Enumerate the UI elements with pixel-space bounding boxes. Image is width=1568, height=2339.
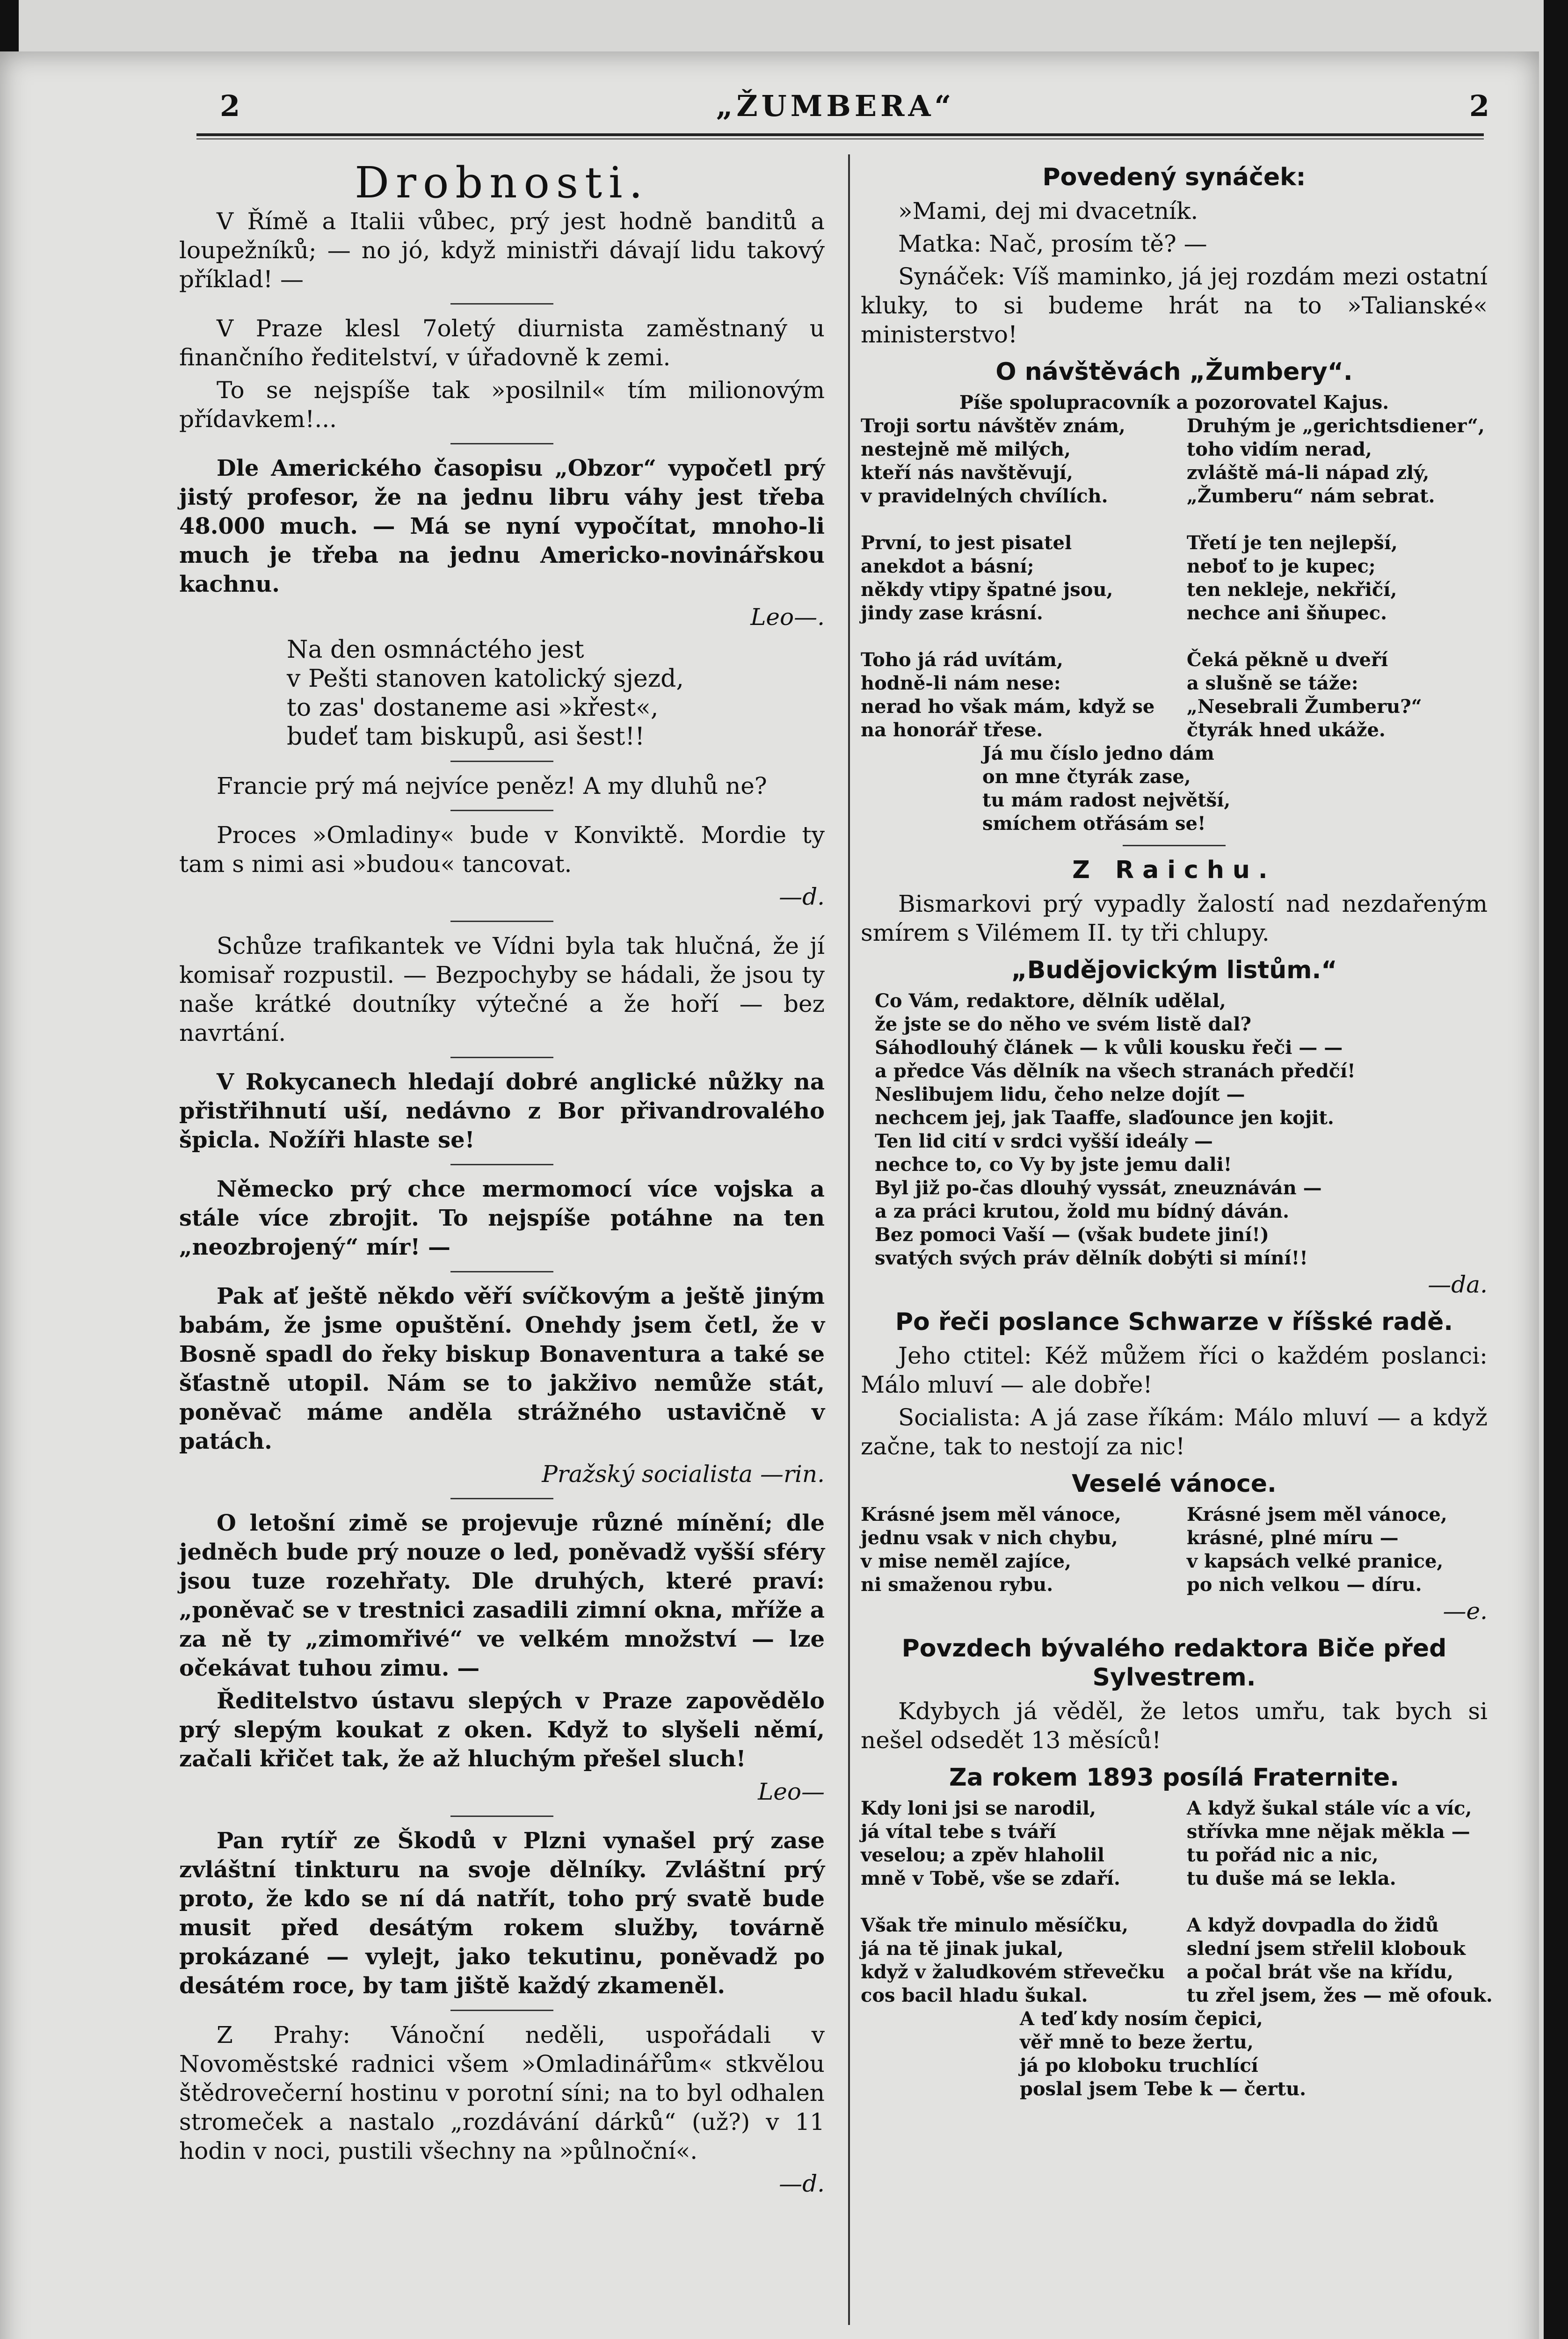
poem-line: toho vidím nerad,: [1186, 438, 1372, 460]
verse-line: budeť tam biskupů, asi šest!!: [287, 723, 645, 751]
poem-line: a za práci krutou, žold mu bídný dáván.: [875, 1200, 1290, 1222]
poem-line: Sáhodlouhý článek — k vůli kousku řeči — —: [875, 1037, 1343, 1059]
poem-right: [1187, 1503, 1488, 1597]
poem-line: Já mu číslo jedno dám: [982, 742, 1214, 764]
item-signature: —d.: [779, 883, 825, 910]
poem-line: „Nesebrali Žumberu?“: [1186, 696, 1422, 718]
poem-line: tu mám radost největší,: [982, 789, 1231, 811]
verse: [287, 635, 825, 751]
poem-line: tu duše má se lekla.: [1186, 1867, 1396, 1889]
poem-line: věř mně to beze žertu,: [1020, 2031, 1254, 2053]
separator: [450, 1164, 553, 1165]
item-signature: Leo—.: [750, 603, 825, 631]
item-text: V Praze klesl 7oletý diurnista zaměstnaný u finančního ředitelství, v úřadovně k zemi.: [179, 315, 825, 371]
section-title: Povzdech bývalého redaktora Biče před Sylvestrem.: [901, 1634, 1447, 1692]
masthead-title: „ŽUMBERA“: [716, 89, 955, 123]
poem-line: Ten lid cití v srdci vyšší ideály —: [875, 1130, 1213, 1152]
verse-line: to zas' dostaneme asi »křest«,: [287, 694, 659, 722]
item-signature: —da.: [1428, 1271, 1488, 1298]
poem-end: [982, 742, 1488, 835]
poem-line: když v žaludkovém střevečku: [861, 1961, 1165, 1983]
separator: [450, 1057, 553, 1058]
poem-line: [1187, 1890, 1488, 1914]
item-text: Synáček: Víš maminko, já jej rozdám mezi ostatní kluky, to si budeme hrát na to »Talianské« ministerstvo!: [861, 263, 1488, 348]
poem-line: veselou; a zpěv hlaholil: [861, 1844, 1104, 1866]
poem-line: [1187, 625, 1488, 648]
poem-left: [861, 414, 1161, 742]
item-signature: Pražský socialista —rin.: [542, 1460, 825, 1488]
right-column: [861, 154, 1493, 2101]
poem-line: a předce Vás dělník na všech stranách předčí!: [875, 1060, 1356, 1082]
poem-line: nestejně mě milých,: [861, 438, 1071, 460]
poem-line: slední jsem střelil klobouk: [1186, 1938, 1466, 1960]
section-title: „Budějovickým listům.“: [1011, 956, 1337, 984]
poem-line: na honorář třese.: [861, 719, 1043, 741]
separator: [450, 921, 553, 922]
page-header: [178, 89, 1493, 126]
poem-line: a slušně se táže:: [1186, 672, 1358, 694]
poem-line: [1187, 508, 1488, 531]
poem-line: nechce to, co Vy by jste jemu dali!: [875, 1154, 1232, 1176]
item-text: Dle Amerického časopisu „Obzor“ vypočetl prý jistý profesor, že na jednu libru váhy jest třeba 48.000 much. — Má se nyní vypočítat, mnoho-li much je třeba na jednu Americko-novinářskou kachnu.: [179, 455, 825, 597]
poem-line: čtyrák hned ukáže.: [1186, 719, 1386, 741]
separator: [450, 1271, 553, 1272]
item-text: Proces »Omladiny« bude v Konviktě. Mordie ty tam s nimi asi »budou« tancovat.: [179, 821, 825, 878]
separator: [450, 1816, 553, 1817]
poem-line: tu zřel jsem, žes — mě ofouk.: [1186, 1984, 1493, 2006]
poem-columns: [861, 1503, 1488, 1597]
item-signature: —e.: [1443, 1598, 1488, 1625]
poem-line: „Žumberu“ nám sebrat.: [1186, 485, 1435, 507]
section-title: Po řeči poslance Schwarze v říšské radě.: [895, 1308, 1453, 1336]
separator: [450, 2010, 553, 2011]
poem-line: že jste se do něho ve svém listě dal?: [875, 1013, 1251, 1035]
item-text: Socialista: A já zase říkám: Málo mluví — a když začne, tak to nestojí za nic!: [861, 1404, 1488, 1460]
poem-line: A když šukal stále víc a víc,: [1186, 1797, 1472, 1819]
page-number-left: 2: [220, 89, 244, 123]
poem-left: [861, 1503, 1161, 1597]
poem-line: střívka mne nějak měkla —: [1186, 1821, 1470, 1843]
section-title: O návštěvách „Žumbery“.: [995, 358, 1353, 386]
poem-line: cos bacil hladu šukal.: [861, 1984, 1088, 2006]
poem-line: kteří nás navštěvují,: [861, 462, 1073, 484]
poem-line: anekdot a básní;: [861, 555, 1034, 577]
poem-line: nechcem jej, jak Taaffe, slaďounce jen kojit.: [875, 1107, 1334, 1129]
poem-left: [861, 1797, 1165, 2007]
item-text: Pan rytíř ze Škodů v Plzni vynašel prý zase zvláštní tinkturu na svoje dělníky. Zvláštní prý proto, že kdo se ní dá natřít, toho prý svatě bude musit před desátým rokem služby, továrně prokázané — vylejt, jako tekutinu, poněvadž po desátém roce, by tam jiště každý zkameněl.: [179, 1828, 825, 1999]
poem-line: zvláště má-li nápad zlý,: [1186, 462, 1430, 484]
item-signature: Leo—: [758, 1778, 825, 1805]
separator: [450, 443, 553, 444]
poem-line: Krásné jsem měl vánoce,: [1186, 1504, 1447, 1525]
left-column: [179, 154, 825, 2198]
item-text: Schůze trafikantek ve Vídni byla tak hlučná, že jí komisař rozpustil. — Bezpochyby se hádali, že jsou ty naše krátké doutníky výtečné a že hoří — bez navrtání.: [179, 932, 825, 1046]
poem-line: a počal brát vše na křídu,: [1186, 1961, 1454, 1983]
poem-line: mně v Tobě, vše se zdaří.: [861, 1867, 1120, 1889]
page-number-right: 2: [1469, 89, 1493, 123]
poem-line: krásné, plné míru —: [1186, 1527, 1399, 1549]
section-title: Z Raichu.: [1072, 856, 1276, 884]
poem-line: nerad ho však mám, když se: [861, 696, 1155, 718]
poem-line: smíchem otřásám se!: [982, 813, 1206, 835]
poem-line: ten nekleje, nekřičí,: [1186, 579, 1397, 601]
poem-columns: [861, 414, 1488, 742]
item-text: Ředitelstvo ústavu slepých v Praze zapovědělo prý slepým koukat z oken. Když to slyšeli němí, začali křičet tak, že až hluchým přešel sluch!: [179, 1688, 825, 1772]
item-text: V Římě a Italii vůbec, prý jest hodně banditů a loupežníků; — no jó, když ministři dávají lidu takový příklad! —: [179, 208, 825, 293]
separator: [450, 303, 553, 305]
section-title: Povedený synáček:: [1042, 163, 1306, 191]
item-text: Kdybych já věděl, že letos umřu, tak bych si nešel odsedět 13 měsíců!: [861, 1698, 1488, 1754]
poem-lines: [875, 989, 1488, 1270]
poem-line: Troji sortu návštěv znám,: [861, 415, 1125, 437]
poem-line: A teď kdy nosím čepici,: [1020, 2008, 1263, 2030]
poem-line: Třetí je ten nejlepší,: [1186, 532, 1398, 554]
section-subtitle: Píše spolupracovník a pozorovatel Kajus.: [959, 392, 1389, 414]
poem-end: [1020, 2007, 1488, 2101]
separator: [450, 810, 553, 811]
poem-line: nechce ani šňupec.: [1186, 602, 1387, 624]
poem-line: ni smaženou rybu.: [861, 1574, 1053, 1596]
poem-line: Kdy loni jsi se narodil,: [861, 1797, 1096, 1819]
poem-line: První, to jest pisatel: [861, 532, 1072, 554]
poem-line: on mne čtyrák zase,: [982, 766, 1191, 788]
separator: [450, 1498, 553, 1499]
poem-line: po nich velkou — díru.: [1186, 1574, 1422, 1596]
poem-right: [1187, 414, 1488, 742]
separator: [1123, 845, 1226, 846]
poem-line: já na tě jinak jukal,: [861, 1938, 1064, 1960]
header-rule-thin: [196, 138, 1484, 139]
poem-line: jindy zase krásní.: [861, 602, 1043, 624]
poem-line: [861, 625, 1161, 648]
poem-line: neboť to je kupec;: [1186, 555, 1376, 577]
item-text: Jeho ctitel: Kéž můžem říci o každém poslanci: Málo mluví — ale dobře!: [861, 1342, 1488, 1398]
item-text: Bismarkovi prý vypadly žalostí nad nezdařeným smírem s Vilémem II. ty tři chlupy.: [861, 890, 1488, 946]
item-text: Německo prý chce mermomocí více vojska a stále více zbrojit. To nejspíše potáhne na ten „neozbrojený“ mír! —: [179, 1176, 825, 1260]
poem-line: já po kloboku truchlící: [1020, 2055, 1258, 2077]
poem-line: jednu vsak v nich chybu,: [861, 1527, 1118, 1549]
header-rule: [196, 133, 1484, 136]
poem-line: Toho já rád uvítám,: [861, 649, 1063, 671]
poem-line: někdy vtipy špatné jsou,: [861, 579, 1113, 601]
item-text: »Mami, dej mi dvacetník.: [898, 197, 1198, 225]
verse-line: v Pešti stanoven katolický sjezd,: [287, 665, 684, 693]
item-signature: —d.: [779, 2170, 825, 2197]
item-text: V Rokycanech hledají dobré anglické nůžky na přistřihnutí uší, nedávno z Bor přivandrovalého špicla. Nožíři hlaste se!: [179, 1069, 825, 1153]
poem-right: [1186, 1797, 1493, 2007]
section-title: Za rokem 1893 posílá Fraternite.: [949, 1764, 1399, 1792]
poem-line: Bez pomoci Vaší — (však budete jiní!): [875, 1224, 1269, 1246]
item-text: Z Prahy: Vánoční neděli, uspořádali v Novoměstské radnici všem »Omladinářům« stkvělou štědrovečerní hostinu v porotní síni; na to byl odhalen stromeček a nastalo „rozdávání dárků“ (už?) v 11 hodin v noci, pustili všechny na »půlnoční«.: [179, 2021, 825, 2165]
section-title: Veselé vánoce.: [1072, 1470, 1277, 1498]
poem-line: Neslibujem lidu, čeho nelze dojít —: [875, 1083, 1245, 1105]
poem-line: svatých svých práv dělník dobýti si míní!!: [875, 1247, 1308, 1269]
column-divider: [848, 154, 850, 2325]
poem-line: Druhým je „gerichtsdiener“,: [1186, 415, 1485, 437]
poem-line: poslal jsem Tebe k — čertu.: [1020, 2078, 1306, 2100]
poem-line: Však tře minulo měsíčku,: [861, 1914, 1129, 1936]
poem-line: Co Vám, redaktore, dělník udělal,: [875, 990, 1226, 1012]
item-text: To se nejspíše tak »posilnil« tím milionovým přídavkem!...: [179, 377, 825, 433]
poem-line: v mise neměl zajíce,: [861, 1550, 1072, 1572]
poem-line: tu pořád nic a nic,: [1186, 1844, 1379, 1866]
item-text: Francie prý má nejvíce peněz! A my dluhů ne?: [217, 772, 767, 799]
poem-line: v kapsách velké pranice,: [1186, 1550, 1444, 1572]
poem-line: [861, 508, 1161, 531]
item-text: O letošní zimě se projevuje různé mínění; dle jedněch bude prý nouze o led, poněvadž vyšší sféry jsou tuze rozehřaty. Dle druhých, které praví: „poněvač se v trestnici zasadili zimní okna, mříže a za ně ty „zimomřivé“ ve velkém množství — lze očekávat tuhou zimu. —: [179, 1510, 825, 1681]
poem-line: hodně-li nám nese:: [861, 672, 1061, 694]
poem-line: v pravidelných chvílích.: [861, 485, 1108, 507]
poem-line: [861, 1890, 1161, 1914]
section-title: Drobnosti.: [355, 158, 649, 208]
item-text: Pak ať ještě někdo věří svíčkovým a ještě jiným babám, že jsme opuštění. Onehdy jsem četl, že v Bosně spadl do řeky biskup Bonaventura a také se šťastně utopil. Nám se to jakživo nemůže stát, poněvač máme anděla strážného ustavičně v patách.: [179, 1283, 825, 1454]
poem-line: Krásné jsem měl vánoce,: [861, 1504, 1121, 1525]
verse-line: Na den osmnáctého jest: [287, 636, 584, 664]
poem-line: A když dovpadla do židů: [1186, 1914, 1439, 1936]
item-text: Matka: Nač, prosím tě? —: [898, 230, 1207, 257]
poem-columns: [861, 1797, 1493, 2007]
poem-line: Byl již po-čas dlouhý vyssát, zneuznáván —: [875, 1177, 1322, 1199]
poem-line: já vítal tebe s tváří: [861, 1821, 1056, 1843]
poem-line: Čeká pěkně u dveří: [1186, 649, 1388, 671]
separator: [450, 761, 553, 762]
